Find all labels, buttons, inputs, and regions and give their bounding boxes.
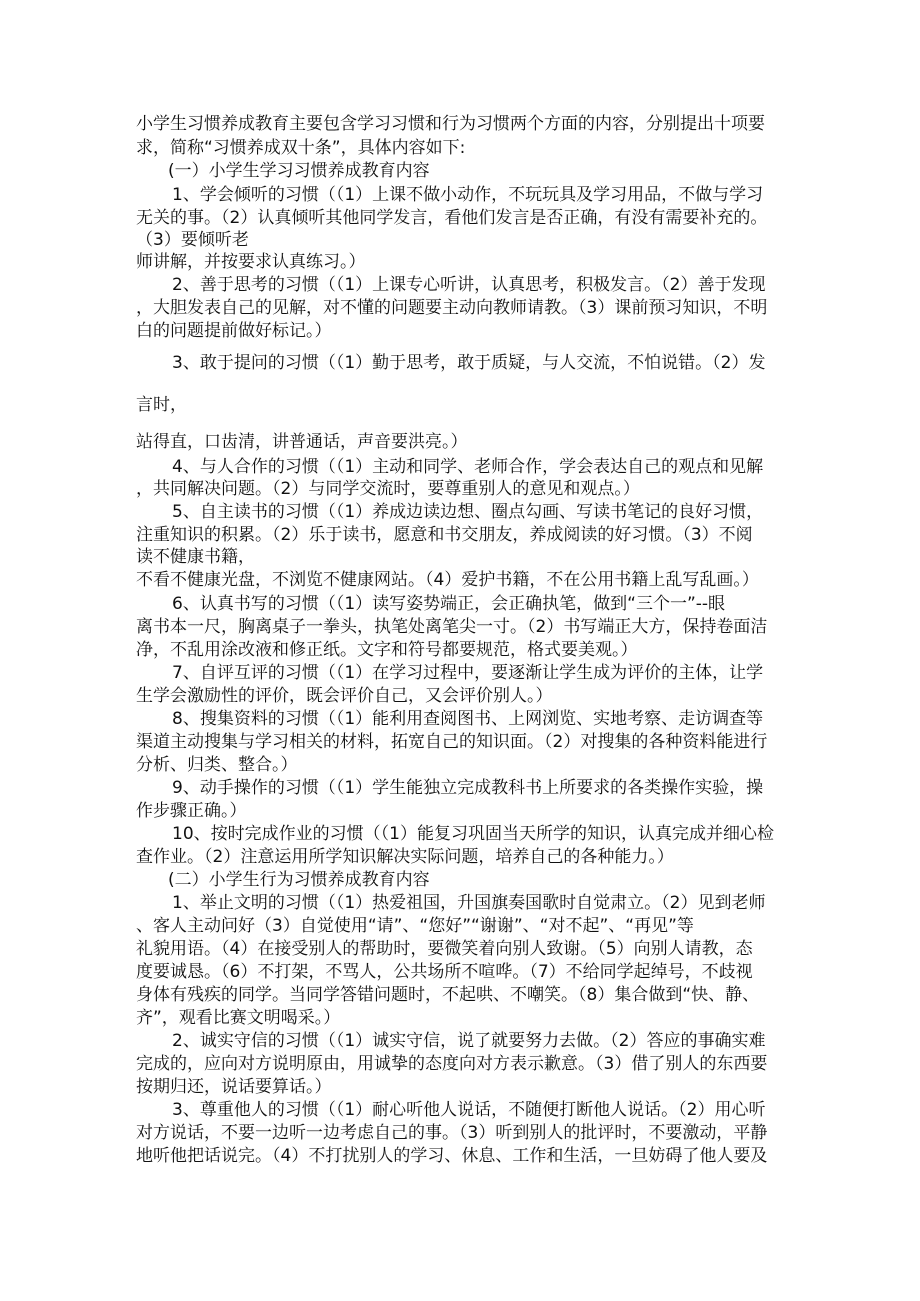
paragraph-line: 身体有残疾的同学。当同学答错问题时，不起哄、不嘲笑。（8）集合做到“快、静、 [136, 985, 760, 1005]
paragraph-line: 对方说话，不要一边听一边考虑自己的事。（3）听到别人的批评时，不要激动，平静 [136, 1123, 768, 1143]
paragraph-line: 离书本一尺，胸离桌子一拳头，执笔处离笔尖一寸。（2）书写端正大方，保持卷面洁 [136, 617, 768, 637]
paragraph-line: 10、按时完成作业的习惯（（1）能复习巩固当天所学的知识，认真完成并细心检 [172, 824, 774, 844]
paragraph-line: 3、尊重他人的习惯（（1）耐心听他人说话，不随便打断他人说话。（2）用心听 [172, 1100, 766, 1120]
paragraph-line: 完成的，应向对方说明原由，用诚挚的态度向对方表示歉意。（3）借了别人的东西要 [136, 1054, 768, 1074]
paragraph-line: 齐”，观看比赛文明喝采。） [136, 1008, 341, 1028]
paragraph-line: 生学会激励性的评价，既会评价自己，又会评价别人。） [136, 686, 553, 706]
paragraph-line: 5、自主读书的习惯（（1）养成边读边想、圈点勾画、写读书笔记的良好习惯， [172, 502, 764, 522]
paragraph-line: 7、自评互评的习惯（（1）在学习过程中，要逐渐让学生成为评价的主体，让学 [172, 663, 764, 683]
paragraph-line: 、客人主动问好（3）自觉使用“请”、“您好”“谢谢”、“对不起”、“再见”等 [136, 916, 694, 936]
paragraph-line: （3）要倾听老 [136, 230, 249, 250]
paragraph-line: 地听他把话说完。（4）不打扰别人的学习、休息、工作和生活，一旦妨碍了他人要及 [136, 1146, 768, 1166]
paragraph-line: 1、举止文明的习惯（（1）热爱祖国，升国旗奏国歌时自觉肃立。（2）见到老师 [172, 893, 766, 913]
paragraph-line: 站得直，口齿清，讲普通话，声音要洪亮。） [136, 432, 468, 452]
paragraph-line: ，大胆发表自己的见解，对不懂的问题要主动向教师请教。（3）课前预习知识，不明 [136, 298, 768, 318]
section-heading-behavior-habits: (二）小学生行为习惯养成教育内容 [168, 870, 430, 890]
paragraph-line: 2、善于思考的习惯（（1）上课专心听讲，认真思考，积极发言。（2）善于发现 [172, 275, 766, 295]
paragraph-line: 言时， [136, 395, 187, 415]
paragraph-line: 2、诚实守信的习惯（（1）诚实守信，说了就要努力去做。（2）答应的事确实难 [172, 1031, 766, 1051]
paragraph-line: 按期归还，说话要算话。） [136, 1077, 332, 1097]
paragraph-line: 3、敢于提问的习惯（（1）勤于思考，敢于质疑，与人交流，不怕说错。（2）发 [172, 353, 766, 373]
paragraph-line: 4、与人合作的习惯（（1）主动和同学、老师合作，学会表达自己的观点和见解 [172, 457, 764, 477]
paragraph-line: 不看不健康光盘，不浏览不健康网站。（4）爱护书籍，不在公用书籍上乱写乱画。） [136, 570, 759, 590]
paragraph-line: 分析、归类、整合。） [136, 755, 298, 775]
intro-line-1: 小学生习惯养成教育主要包含学习习惯和行为习惯两个方面的内容，分别提出十项要 [136, 114, 765, 134]
paragraph-line: 白的问题提前做好标记。） [136, 321, 332, 341]
paragraph-line: 6、认真书写的习惯（（1）读写姿势端正，会正确执笔，做到“三个一”--眼 [172, 594, 726, 614]
paragraph-line: 无关的事。（2）认真倾听其他同学发言，看他们发言是否正确，有没有需要补充的。 [136, 208, 768, 228]
intro-line-2: 求，简称“习惯养成双十条”，具体内容如下: [136, 138, 466, 158]
paragraph-line: 作步骤正确。） [136, 801, 247, 821]
paragraph-line: 净，不乱用涂改液和修正纸。文字和符号都要规范，格式要美观。） [136, 640, 638, 660]
paragraph-line: 师讲解，并按要求认真练习。） [136, 252, 366, 272]
paragraph-line: 渠道主动搜集与学习相关的材料，拓宽自己的知识面。（2）对搜集的各种资料能进行 [136, 732, 768, 752]
paragraph-line: 注重知识的积累。（2）乐于读书，愿意和书交朋友，养成阅读的好习惯。（3）不阅 [136, 525, 753, 545]
paragraph-line: ，共同解决问题。（2）与同学交流时，要尊重别人的意见和观点。） [136, 479, 640, 499]
paragraph-line: 查作业。（2）注意运用所学知识解决实际问题，培养自己的各种能力。） [136, 847, 674, 867]
paragraph-line: 礼貌用语。（4）在接受别人的帮助时，要微笑着向别人致谢。（5）向别人请教，态 [136, 939, 753, 959]
paragraph-line: 读不健康书籍， [136, 547, 255, 567]
section-heading-study-habits: (一）小学生学习习惯养成教育内容 [168, 161, 430, 181]
paragraph-line: 8、搜集资料的习惯（（1）能利用查阅图书、上网浏览、实地考察、走访调查等 [172, 709, 764, 729]
paragraph-line: 度要诚恳。（6）不打架，不骂人，公共场所不喧哗。（7）不给同学起绰号，不歧视 [136, 962, 753, 982]
paragraph-line: 9、动手操作的习惯（（1）学生能独立完成教科书上所要求的各类操作实验，操 [172, 778, 764, 798]
paragraph-line: 1、学会倾听的习惯（（1）上课不做小动作，不玩玩具及学习用品，不做与学习 [172, 185, 764, 205]
